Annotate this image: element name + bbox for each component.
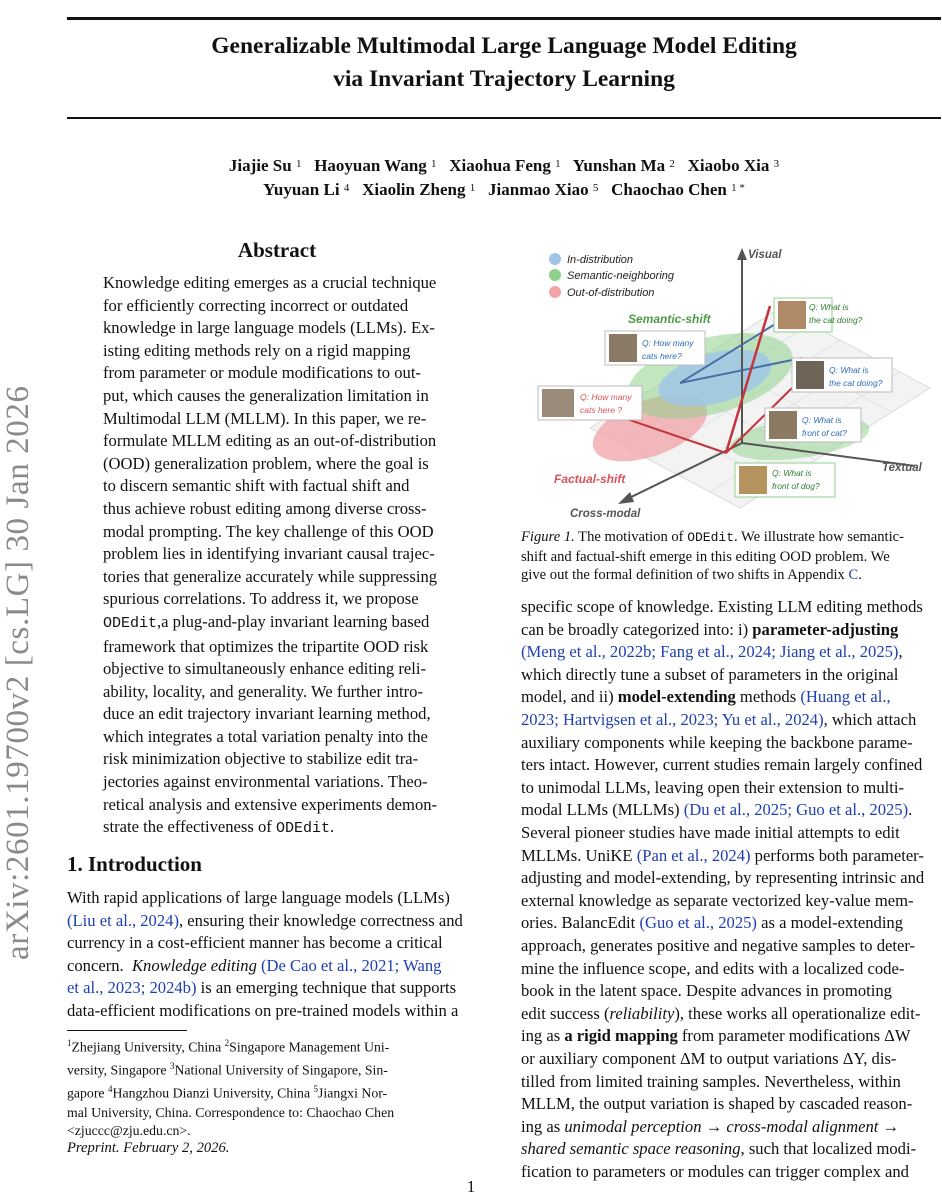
abstract-line: problem lies in identifying invariant causal trajec- (103, 544, 435, 564)
figure-1-caption: Figure 1. The motivation of ODEdit. We illustrate how semantic- shift and factual-shift emerge in this editing OOD problem. We give out the formal definition of two shifts in Appendix C. (521, 529, 905, 584)
svg-text:the cat doing?: the cat doing? (809, 315, 863, 325)
abstract-line: (OOD) generalization problem, where the goal is (103, 453, 429, 473)
citation-link[interactable]: (Liu et al., 2024) (67, 910, 179, 930)
abstract-line: jectories against environmental variations. Theo- (103, 772, 428, 792)
question-card (774, 298, 863, 332)
svg-text:cats here ?: cats here ? (580, 405, 623, 415)
abstract-line: spurious correlations. To address it, we propose (103, 589, 419, 609)
abstract-line: which integrates a total variation penalty into the (103, 726, 428, 746)
svg-text:Q: What is: Q: What is (829, 365, 869, 375)
question-card (765, 408, 861, 442)
svg-text:Q: How many: Q: How many (642, 338, 694, 348)
top-rule (67, 17, 941, 20)
svg-text:the cat doing?: the cat doing? (829, 378, 883, 388)
abstract-line: Multimodal LLM (MLLM). In this paper, we re- (103, 408, 427, 428)
abstract-line: framework that optimizes the tripartite OOD risk (103, 636, 429, 656)
abstract-line: retical analysis and extensive experiments demon- (103, 794, 438, 814)
abstract-line: tories that generalize accurately while suppressing (103, 566, 438, 586)
intro-paragraph: With rapid applications of large language models (LLMs) (Liu et al., 2024), ensuring their knowledge correctness and currency in a cost-efficient manner has become a critical concern. Knowledge editing (De Cao et al., 2021; Wang et al., 2023; 2024b) is an emerging technique that supports data-efficient modifications on pre-trained models within a (67, 888, 463, 1020)
axis-arrow-icon (618, 492, 634, 504)
abstract-line: put, which causes the generalization limitation in (103, 385, 429, 405)
abstract-line: formulate MLLM editing as an out-of-distribution (103, 431, 437, 451)
question-card (792, 358, 892, 392)
citation-link[interactable]: (Guo et al., 2025) (639, 913, 757, 933)
abstract-heading: Abstract (237, 238, 317, 262)
svg-text:front of dog?: front of dog? (772, 481, 820, 491)
svg-text:Q: What is: Q: What is (802, 415, 842, 425)
legend-in-distribution-dot (549, 253, 561, 265)
abstract-line: from parameter or module modifications to out- (103, 363, 421, 383)
figure-1-diagram (530, 238, 940, 523)
citation-link[interactable]: (Huang et al., (800, 687, 891, 707)
svg-text:cats here?: cats here? (642, 351, 682, 361)
textual-axis-label: Textual (882, 462, 922, 474)
axis-arrow-icon (737, 248, 747, 260)
abstract-line: to discern semantic shift with factual shift and (103, 476, 410, 496)
citation-link[interactable]: (Meng et al., 2022b; Fang et al., 2024; Jiang et al., 2025) (521, 642, 899, 662)
legend-out-of-distribution: Out-of-distribution (567, 287, 655, 299)
abstract-body (103, 272, 451, 841)
abstract-line: isting editing methods rely on a rigid mapping (103, 340, 411, 360)
question-card (538, 386, 642, 420)
abstract-line: strate the effectiveness of ODEdit. (103, 817, 335, 838)
legend-semantic-neighboring: Semantic-neighboring (567, 270, 675, 282)
svg-text:Q: What is: Q: What is (772, 468, 812, 478)
legend-in-distribution: In-distribution (567, 254, 634, 266)
abstract-line: knowledge in large language models (LLMs). Ex- (103, 318, 435, 338)
intro-paragraph-continued: specific scope of knowledge. Existing LLM editing methods can be broadly categorized into: i) parameter-adjusting (Meng et al., 2022b; Fang et al., 2024; Jiang et al., 2025), which directly tune a subset of parameters in the original model, and ii) model-extending methods (Huang et al., 2023; Hartvigsen et al., 2023; Yu et al., 2024), which attach auxiliary components while keeping the backbone parame- ters intact. However, current studies remain largely confined to unimodal LLMs, leaving open their extension to multi- modal LLMs (MLLMs) (Du et al., 2025; Guo et al., 2025). (521, 597, 923, 820)
citation-link[interactable]: (Pan et al., 2024) (636, 845, 751, 865)
abstract-line: risk minimization objective to stabilize edit tra- (103, 749, 419, 769)
arxiv-stamp: arXiv:2601.19700v2 [cs.LG] 30 Jan 2026 (0, 385, 36, 960)
abstract-line: objective to simultaneously enhance editing reli- (103, 659, 427, 679)
preprint-note: Preprint. February 2, 2026. (67, 1140, 230, 1156)
abstract-line: modal prompting. The key challenge of this OOD (103, 521, 434, 541)
factual-shift-label: Factual-shift (554, 472, 626, 486)
footnote-rule (67, 1030, 187, 1031)
svg-text:front of cat?: front of cat? (802, 428, 847, 438)
citation-link[interactable]: et al., 2023; 2024b) (67, 978, 197, 998)
visual-axis-label: Visual (748, 249, 782, 261)
page-number: 1 (466, 1177, 476, 1196)
paper-title: Generalizable Multimodal Large Language Model Editing via Invariant Trajectory Learning (211, 33, 797, 92)
affiliations-footnote: $^1$Zhejiang University, China $^2$Singapore Management Uni- versity, Singapore $^3$National University of Singapore, Sin- gapore $^4$Hangzhou Dianzi University, China $^5$Jiangxi Nor- mal University, China. Correspondence to: Chaochao Chen <zjuccc@zju.edu.cn>. (67, 1038, 395, 1139)
abstract-line: for efficiently correcting incorrect or outdated (103, 295, 409, 315)
citation-link[interactable]: (Du et al., 2025; Guo et al., 2025) (683, 800, 909, 820)
author-row-1: Jiajie Su $^1$ Haoyuan Wang $^1$ Xiaohua Feng $^1$ Yunshan Ma $^2$ Xiaobo Xia $^3$ (228, 156, 780, 175)
legend-ood-dot (549, 286, 561, 298)
author-row-2: Yuyuan Li $^4$ Xiaolin Zheng $^1$ Jianmao Xiao $^5$ Chaochao Chen $^{1 *}$ (263, 180, 745, 199)
legend-semantic-dot (549, 269, 561, 281)
abstract-line: duce an edit trajectory invariant learning method, (103, 704, 431, 724)
title-bottom-rule (67, 117, 941, 119)
prior-work-paragraph: Several pioneer studies have made initial attempts to edit MLLMs. UniKE (Pan et al., 2024) performs both parameter- adjusting and model-extending, by representing intrinsic and external knowledge as separate vectorized key-value mem- ories. BalancEdit (Guo et al., 2025) as a model-extending approach, generates positive and negative samples to deter- mine the influence scope, and edits with a localized code- book in the latent space. Despite advances in promoting edit success (reliability), these works all operationalize edit- ing as a rigid mapping from parameter modifications ΔW or auxiliary component ΔM to output variations ΔY, dis- tilled from limited training samples. Nevertheless, within MLLM, the output variation is shaped by cascaded reason- ing as unimodal perception → cross-modal alignment → shared semantic space reasoning, such that localized modi- fication to parameters or modules can trigger complex and (521, 823, 925, 1181)
svg-text:Q: How many: Q: How many (580, 392, 632, 402)
cross-modal-axis-label: Cross-modal (570, 508, 641, 520)
figure-1 (530, 238, 940, 523)
question-card (735, 463, 835, 497)
semantic-shift-label: Semantic-shift (628, 312, 711, 326)
svg-text:Q: What is: Q: What is (809, 302, 849, 312)
introduction-heading: 1. Introduction (67, 852, 202, 876)
abstract-line: ability, locality, and generality. We further intro- (103, 681, 423, 701)
question-card (605, 331, 705, 365)
abstract-line: ODEdit,a plug-and-play invariant learning based (103, 611, 430, 632)
citation-link[interactable]: 2023; Hartvigsen et al., 2023; Yu et al., 2024) (521, 709, 824, 729)
citation-link[interactable]: (De Cao et al., 2021; Wang (261, 955, 442, 975)
appendix-link[interactable]: C (848, 567, 859, 584)
abstract-line: Knowledge editing emerges as a crucial technique (103, 273, 437, 292)
abstract-line: thus achieve robust editing among diverse cross- (103, 498, 427, 518)
method-name: ODEdit (103, 614, 158, 632)
